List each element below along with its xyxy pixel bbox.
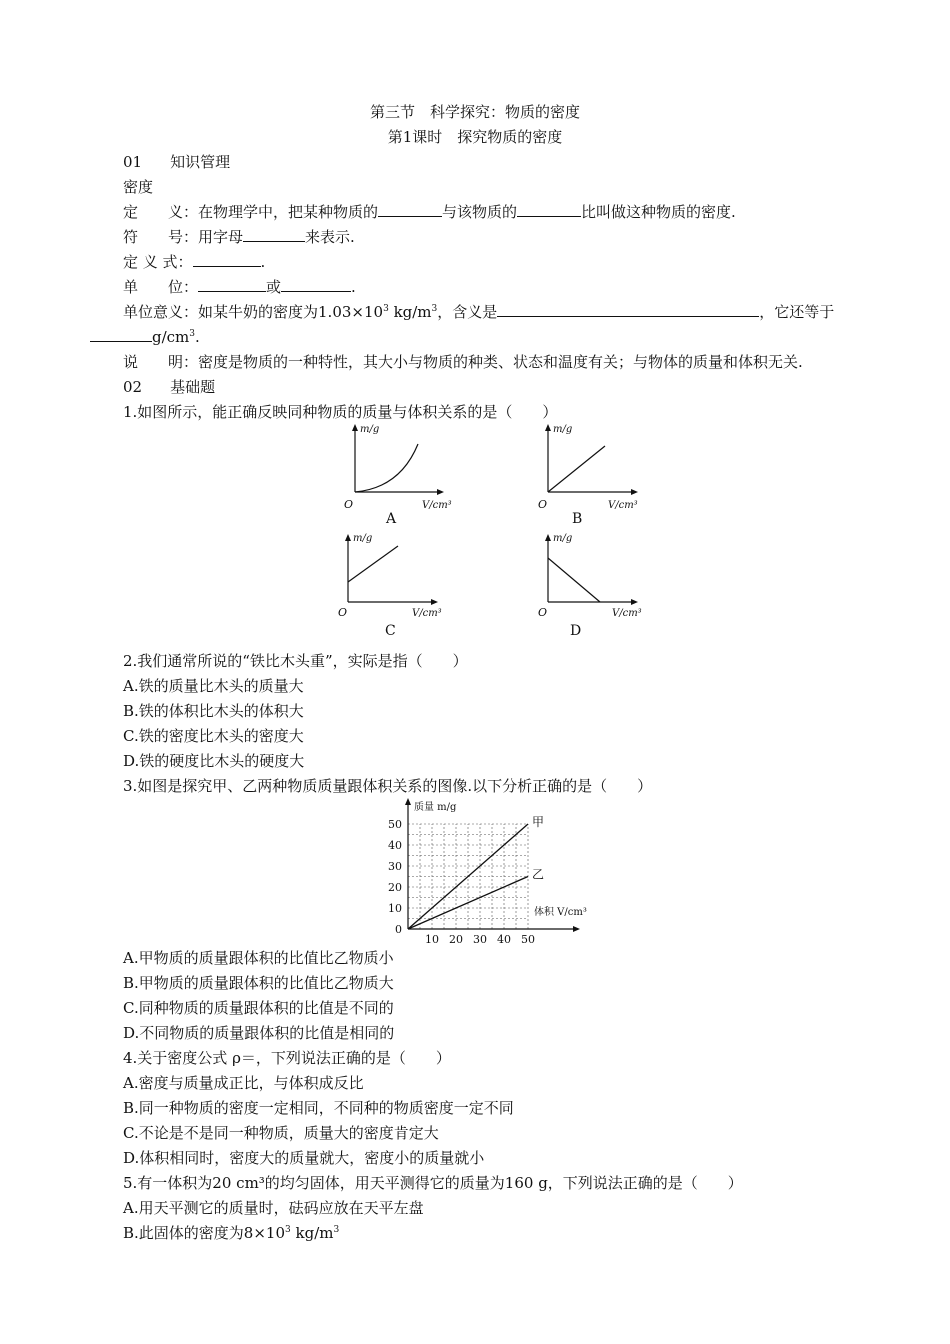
q3-series-label-1: 甲 [532,815,545,829]
symbol-text-b: 来表示. [305,228,355,246]
q5-option-b-exponent: 3 [285,1225,291,1235]
q4-option-d: D.体积相同时，密度大的质量就大，密度小的质量就小 [123,1149,485,1167]
q3-option-b: B.甲物质的质量跟体积的比值比乙物质大 [123,974,394,992]
blank-gcm3[interactable] [90,327,152,342]
q5-stem: 5.有一体积为20 cm³的均匀固体，用天平测得它的质量为160 g，下列说法正确的是（ ） [123,1174,743,1192]
graph-d-label: D [570,623,582,639]
unit-or: 或 [266,278,282,296]
q3-xlabel: 体积 V/cm³ [534,907,587,918]
unit-label: 单 位： [123,278,199,296]
q1-stem: 1.如图所示，能正确反映同种物质的质量与体积关系的是（ ） [123,403,558,421]
q4-option-a: A.密度与质量成正比，与体积成反比 [123,1074,364,1092]
q3-ylabel: 质量 m/g [414,802,457,813]
q2-option-b: B.铁的体积比木头的体积大 [123,702,304,720]
meaning-exponent: 3 [383,304,389,314]
q2-option-c: C.铁的密度比木头的密度大 [123,727,304,745]
q1-graphs [330,420,660,645]
blank-formula[interactable] [193,252,261,267]
q3-origin-label: 0 [395,923,402,936]
graph-a-x-arrow [437,489,444,495]
graph-d-xlabel: V/cm³ [612,608,642,619]
unit-meaning-line-2 [90,327,200,347]
note-label: 说 明： [123,353,199,371]
part2-name: 基础题 [170,378,216,396]
lesson-title: 第1课时 探究物质的密度 [387,128,563,146]
q5-option-b-unit: kg/m [290,1224,334,1242]
graph-c-ylabel: m/g [353,533,373,544]
graph-c-x-arrow [431,599,438,605]
graph-d-origin: O [538,606,548,619]
blank-mass[interactable] [378,202,442,217]
meaning-text-d: ，它还等于 [759,303,835,321]
q3-stem: 3.如图是探究甲、乙两种物质质量跟体积关系的图像.以下分析正确的是（ ） [123,777,653,795]
q3-x-axis-arrow [573,926,580,932]
q3-option-c: C.同种物质的质量跟体积的比值是不同的 [123,999,394,1017]
q3-y-tick-label: 50 [388,818,402,831]
graph-d-ylabel: m/g [553,533,573,544]
graph-d-line [548,558,600,602]
q2-option-a: A.铁的质量比木头的质量大 [123,677,304,695]
graph-a-y-arrow [352,424,358,431]
q4-option-b: B.同一种物质的密度一定相同，不同种的物质密度一定不同 [123,1099,514,1117]
definition-text-b: 与该物质的 [442,203,518,221]
q3-x-tick-label: 50 [521,933,535,945]
section-title: 第三节 科学探究：物质的密度 [369,103,580,121]
q3-x-tick-label: 10 [425,933,439,945]
blank-symbol[interactable] [243,227,305,242]
meaning-unit-exponent: 3 [431,304,438,314]
part2-num: 02 [123,378,143,396]
q3-y-tick-label: 10 [388,902,402,915]
formula-end: . [260,253,266,271]
note-line [123,352,803,372]
q3-option-d: D.不同物质的质量跟体积的比值是相同的 [123,1024,395,1042]
graph-c-y-arrow [345,534,351,541]
graph-b-origin: O [538,498,548,511]
graph-b-xlabel: V/cm³ [608,500,638,511]
q2-stem: 2.我们通常所说的“铁比木头重”，实际是指（ ） [123,652,468,670]
meaning-text-a: 单位意义：如某牛奶的密度为1.03×10 [123,303,384,321]
definition-line [123,202,736,222]
q3-x-tick-label: 30 [473,933,487,945]
blank-unit-1[interactable] [198,277,266,292]
graph-a [344,424,452,527]
q3-y-tick-label: 40 [388,839,402,852]
meaning-text-c: ，含义是 [437,303,498,321]
part1-topic: 密度 [123,178,154,196]
definition-label: 定 义： [123,203,199,221]
definition-text-a: 在物理学中，把某种物质的 [198,203,379,221]
q3-option-a: A.甲物质的质量跟体积的比值比乙物质小 [123,949,394,967]
graph-b-label: B [572,511,583,527]
blank-unit-2[interactable] [281,277,351,292]
q4-stem: 4.关于密度公式 ρ＝，下列说法正确的是（ ） [123,1049,451,1067]
graph-a-origin: O [344,498,354,511]
graph-c-label: C [385,623,396,639]
symbol-line [123,227,355,247]
note-text: 密度是物质的一种特性，其大小与物质的种类、状态和温度有关；与物体的质量和体积无关. [198,353,803,371]
meaning-text-e: g/cm [152,328,190,346]
q4-option-c: C.不论是不是同一种物质，质量大的密度肯定大 [123,1124,439,1142]
q5-option-b-unit-exponent: 3 [333,1225,340,1235]
part1-name: 知识管理 [170,153,231,171]
unit-line [123,277,356,297]
part1-header [123,152,230,172]
blank-meaning[interactable] [497,302,759,317]
graph-b-x-arrow [631,489,638,495]
formula-line [123,252,265,272]
part1-num: 01 [123,153,143,171]
meaning-unit: kg/m [388,303,432,321]
q3-series-label-2: 乙 [532,867,545,882]
symbol-label: 符 号： [123,228,199,246]
q5-option-b [123,1223,339,1243]
q3-y-tick-label: 20 [388,881,402,894]
graph-c [338,533,442,639]
q3-y-tick-label: 30 [388,860,402,873]
graph-b-ylabel: m/g [553,424,573,435]
q3-chart [360,795,610,945]
q3-x-tick-label: 40 [497,933,511,945]
graph-c-line [348,546,398,582]
graph-a-xlabel: V/cm³ [422,500,452,511]
symbol-text-a: 用字母 [198,228,244,246]
q2-option-d: D.铁的硬度比木头的硬度大 [123,752,305,770]
q3-x-tick-label: 20 [449,933,463,945]
unit-meaning-line [123,302,834,322]
blank-volume[interactable] [517,202,581,217]
graph-b [538,424,638,527]
part2-header [123,377,215,397]
q5-option-a: A.用天平测它的质量时，砝码应放在天平左盘 [123,1199,424,1217]
graph-a-label: A [386,511,397,527]
graph-d-x-arrow [631,599,638,605]
q3-labels [388,800,587,945]
graph-b-y-arrow [545,424,551,431]
graph-d [538,533,642,639]
graph-c-xlabel: V/cm³ [412,608,442,619]
formula-label: 定 义 式： [123,253,193,271]
graph-a-ylabel: m/g [360,424,380,435]
definition-text-c: 比叫做这种物质的密度. [581,203,736,221]
graph-b-line [548,446,605,492]
graph-c-origin: O [338,606,348,619]
meaning-end: . [195,328,200,346]
q3-y-axis-arrow [405,798,411,805]
graph-a-curve [355,444,418,492]
q5-option-b-text: B.此固体的密度为8×10 [123,1224,285,1242]
meaning-gcm-exponent: 3 [189,329,196,339]
graph-d-y-arrow [545,534,551,541]
unit-end: . [351,278,356,296]
